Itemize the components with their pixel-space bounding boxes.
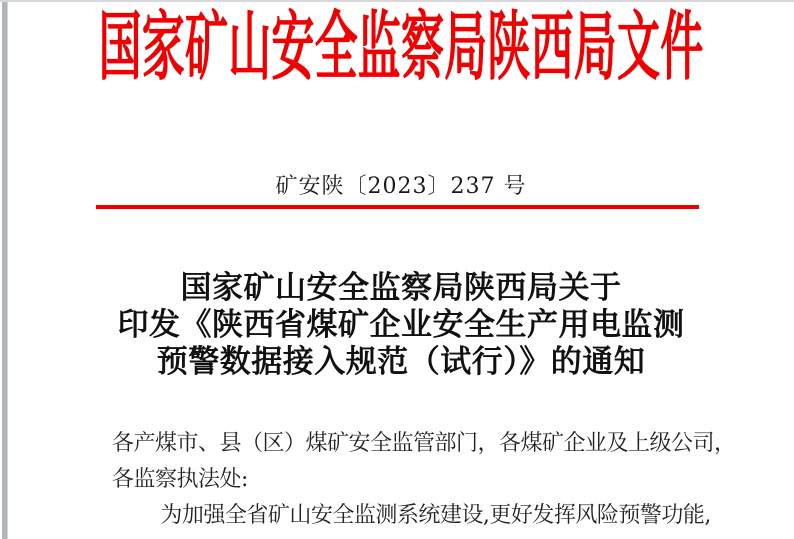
document-title-line-1: 国家矿山安全监察局陕西局关于 — [180, 270, 622, 306]
document-body — [112, 426, 754, 534]
document-title-line-3: 预警数据接入规范（试行）》的通知 — [156, 344, 646, 380]
document-title-line-2: 印发《陕西省煤矿企业安全生产用电监测 — [117, 307, 685, 343]
body-salutation-line-2: 各监察执法处: — [112, 467, 248, 492]
page-content-area — [8, 2, 794, 539]
document-number: 矿安陕〔2023〕237 号 — [275, 174, 527, 199]
red-divider-line — [96, 205, 699, 209]
document-title — [8, 270, 794, 381]
body-paragraph-line-1: 为加强全省矿山安全监测系统建设,更好发挥风险预警功能, — [160, 503, 711, 528]
body-salutation-line-1: 各产煤市、县（区）煤矿安全监管部门，各煤矿企业及上级公司， — [112, 431, 736, 456]
agency-header-title: 国家矿山安全监察局陕西局文件 — [98, 4, 704, 92]
